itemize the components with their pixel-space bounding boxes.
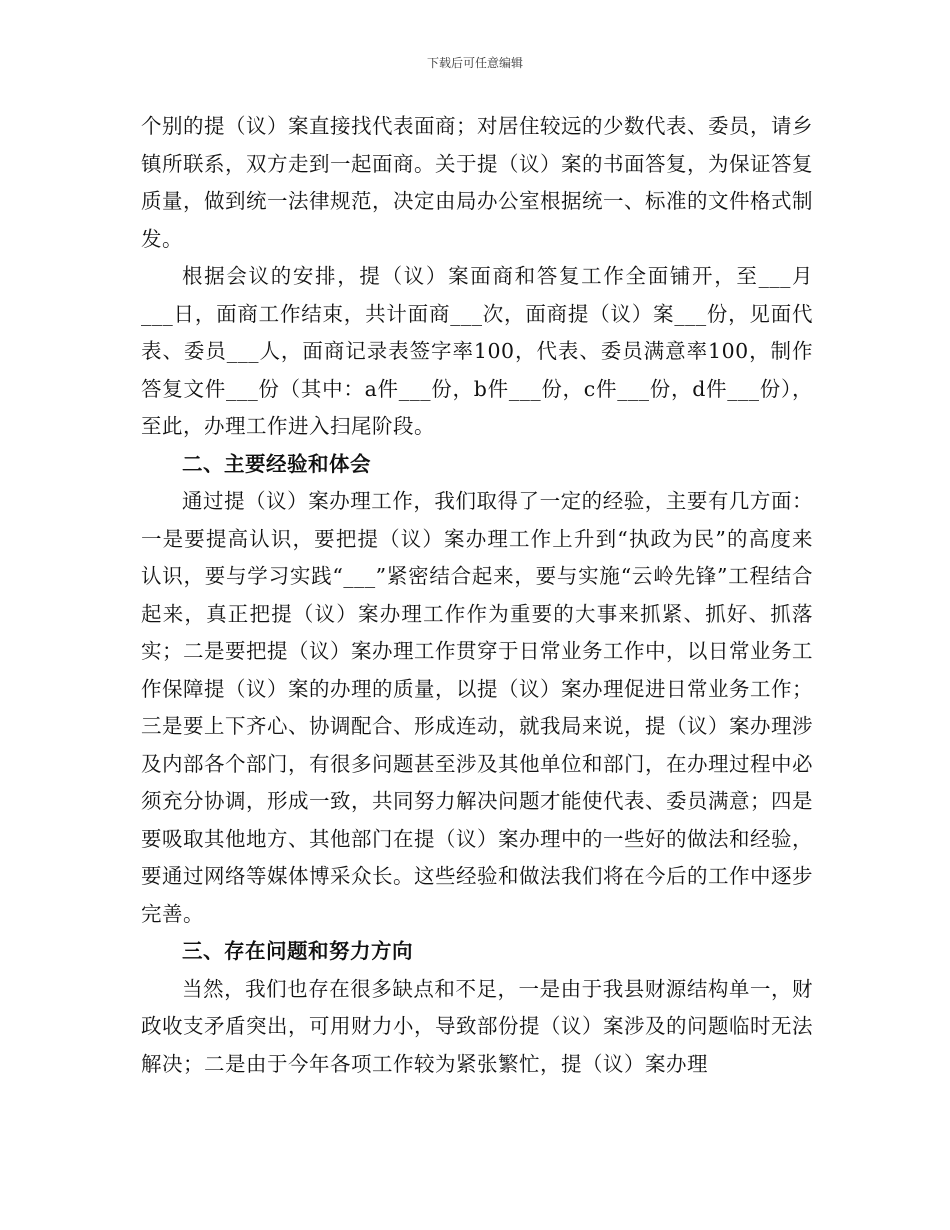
section-heading-experience: 二、主要经验和体会 (182, 451, 371, 476)
section-heading-problems: 三、存在问题和努力方向 (182, 939, 413, 963)
document-body (141, 108, 813, 1083)
paragraph-experience: 通过提（议）案办理工作，我们取得了一定的经验，主要有几方面：一是要提高认识，要把提（议）案办理工作上升到“执政为民”的高度来认识，要与学习实践“___”紧密结合起来，要与实施“云岭先锋”工程结合起来，真正把提（议）案办理工作作为重要的大事来抓紧、抓好、抓落实；二是要把提（议）案办理工作贯穿于日常业务工作中，以日常业务工作保障提（议）案的办理的质量，以提（议）案办理促进日常业务工作；三是要上下齐心、协调配合、形成连动，就我局来说，提（议）案办理涉及内部各个部门，有很多问题甚至涉及其他单位和部门，在办理过程中必须充分协调，形成一致，共同努力解决问题才能使代表、委员满意；四是要吸取其他地方、其他部门在提（议）案办理中的一些好的做法和经验，要通过网络等媒体博采众长。这些经验和做法我们将在今后的工作中逐步完善。 (141, 489, 813, 926)
paragraph-continued: 个别的提（议）案直接找代表面商；对居住较远的少数代表、委员，请乡镇所联系，双方走到一起面商。关于提（议）案的书面答复，为保证答复质量，做到统一法律规范，决定由局办公室根据统一、标准的文件格式制发。 (141, 114, 813, 251)
page-header: 下载后可任意编辑 (426, 56, 523, 70)
paragraph-problems: 当然，我们也存在很多缺点和不足，一是由于我县财源结构单一，财政收支矛盾突出，可用财力小，导致部份提（议）案涉及的问题临时无法解决；二是由于今年各项工作较为紧张繁忙，提（议）案办理 (141, 976, 813, 1076)
paragraph-progress: 根据会议的安排，提（议）案面商和答复工作全面铺开，至___月___日，面商工作结束，共计面商___次，面商提（议）案___份，见面代表、委员___人，面商记录表签字率100，代表、委员满意率100，制作答复文件___份（其中：a件___份，b件___份，c件___份，d件___份），至此，办理工作进入扫尾阶段。 (141, 264, 813, 438)
